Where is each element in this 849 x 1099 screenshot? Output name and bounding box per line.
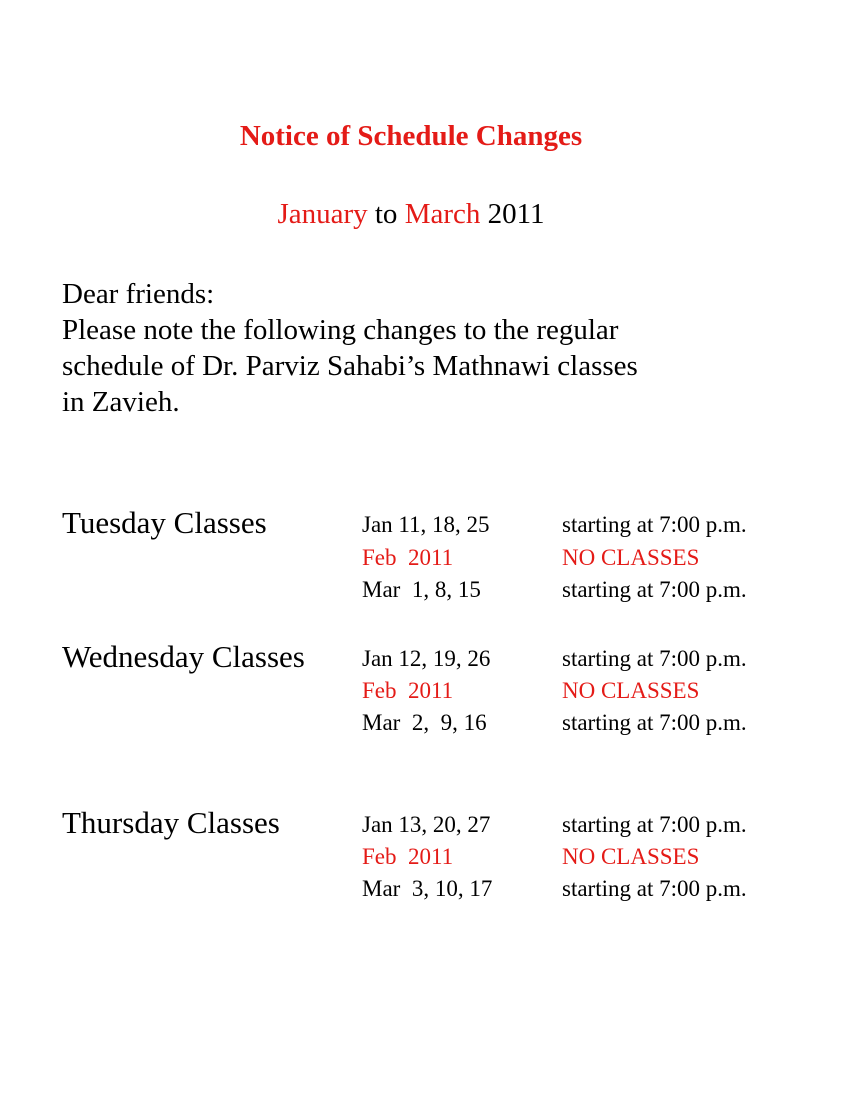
row-date: Jan 13, 20, 27	[362, 812, 491, 837]
date-range-to: to	[374, 198, 398, 230]
date-range-end: March	[404, 198, 481, 230]
row-status: starting at 7:00 p.m.	[562, 577, 747, 602]
intro-paragraph	[62, 276, 638, 420]
row-date: Mar 3, 10, 17	[362, 876, 493, 901]
row-status: NO CLASSES	[562, 678, 700, 703]
row-status: NO CLASSES	[562, 844, 700, 869]
notice-title: Notice of Schedule Changes	[239, 120, 583, 152]
row-date: Jan 11, 18, 25	[362, 512, 490, 537]
salutation: Dear friends:	[62, 278, 215, 310]
row-status: starting at 7:00 p.m.	[562, 812, 747, 837]
row-status: starting at 7:00 p.m.	[562, 512, 747, 537]
intro-line: Please note the following changes to the regular	[62, 314, 619, 346]
date-range-start: January	[277, 198, 368, 230]
row-date: Mar 1, 8, 15	[362, 577, 481, 602]
date-range-year: 2011	[487, 198, 545, 230]
row-status: starting at 7:00 p.m.	[562, 876, 747, 901]
row-status: starting at 7:00 p.m.	[562, 710, 747, 735]
intro-line: in Zavieh.	[62, 386, 180, 418]
group-label: Tuesday Classes	[62, 505, 267, 540]
row-date: Feb 2011	[362, 844, 454, 869]
row-date: Feb 2011	[362, 678, 454, 703]
row-status: starting at 7:00 p.m.	[562, 646, 747, 671]
row-status: NO CLASSES	[562, 545, 700, 570]
row-date: Feb 2011	[362, 545, 454, 570]
intro-line: schedule of Dr. Parviz Sahabi’s Mathnawi classes	[62, 350, 638, 382]
row-date: Mar 2, 9, 16	[362, 710, 487, 735]
row-date: Jan 12, 19, 26	[362, 646, 491, 671]
group-label: Thursday Classes	[62, 805, 280, 840]
group-label: Wednesday Classes	[62, 639, 305, 674]
date-range	[0, 198, 822, 231]
